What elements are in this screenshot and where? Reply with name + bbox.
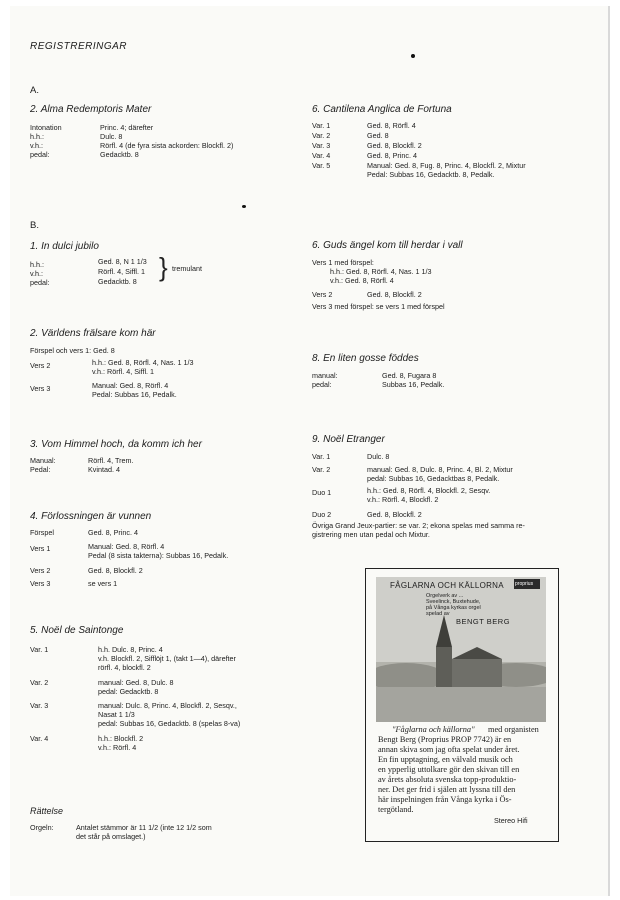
reg-value: Dulc. 8 [367,452,390,461]
reg-value: Rörfl. 4, Trem. [88,456,134,465]
reg-label: v.h.: [30,141,44,150]
cover-title: FÅGLARNA OCH KÄLLORNA [390,581,504,590]
reg-value: Ged. 8, Blockfl. 2 [88,566,143,575]
reg-label: Intonation [30,123,62,132]
reg-label: pedal: [30,150,50,159]
reg-value: Ged. 8 [367,131,389,140]
reg-label: Duo 1 [312,488,332,497]
reg-value: h.h.: Ged. 8, Rörfl. 4, Blockfl. 2, Sesqv. [367,486,491,495]
reg-label: manual: [312,371,338,380]
reg-label: pedal: [312,380,332,389]
reg-label: Vers 1 [30,544,51,553]
cover-subtitle: Orgelverk av ... [426,593,464,599]
reg-label: Var. 1 [30,645,49,654]
piece-title-en-liten: 8. En liten gosse föddes [312,353,419,364]
piece-title-varldens: 2. Världens frälsare kom här [30,328,156,339]
section-b-label: B. [30,220,39,231]
reg-label: h.h.: [30,260,44,269]
reg-value: v.h.: Rörfl. 4, Siffl. 1 [92,367,155,376]
reg-value: se vers 1 [88,579,118,588]
reg-value: Princ. 4; därefter [100,123,154,132]
ink-speck [411,54,415,58]
reg-value: pedal: Gedacktb. 8 [98,687,159,696]
reg-label: Vers 2 [312,290,333,299]
reg-label: Vers 2 [30,361,51,370]
reg-label: Var. 1 [312,121,331,130]
reg-value: Rörfl. 4 (de fyra sista ackorden: Blockfl. 2) [100,141,234,150]
piece-title-forlossningen: 4. Förlossningen är vunnen [30,511,152,522]
brace-glyph: } [159,252,168,282]
reg-note: Övriga Grand Jeux-partier: se var. 2; ekona spelas med samma re- [312,521,525,530]
blurb-line: av årets absoluta svenska topp-produktio- [378,775,517,784]
reg-value: Pedal: Subbas 16, Gedacktb. 8, Pedalk. [367,170,495,179]
reg-value: Vers 3 med förspel: se vers 1 med förspel [312,302,445,311]
reg-label: Förspel [30,528,54,537]
document-page [10,6,610,896]
reg-value: v.h. Blockfl. 2, Sifflöjt 1, (takt 1—4), därefter [98,654,236,663]
reg-value: rörfl. 4, blockfl. 2 [98,663,151,672]
reg-value: h.h.: Ged. 8, Rörfl. 4, Nas. 1 1/3 [330,267,432,276]
reg-value: Manual: Ged. 8, Rörfl. 4 [92,381,169,390]
stereo-label: Stereo Hifi [494,816,528,825]
reg-label: Vers 2 [30,566,51,575]
reg-value: Ged. 8, N 1 1/3 [98,257,147,266]
piece-title-noel-etranger: 9. Noël Etranger [312,434,385,445]
reg-note: gistrering men utan pedal och Mixtur. [312,530,430,539]
blurb-line: en ypperlig uttolkare gör den skivan till en [378,765,520,774]
reg-label: h.h.: [30,132,44,141]
reg-value: Ged. 8, Princ. 4 [367,151,417,160]
reg-value: Ged. 8, Rörfl. 4 [367,121,416,130]
reg-value: Manual: Ged. 8, Rörfl. 4 [88,542,165,551]
cover-label: proprius [515,581,534,587]
piece-title-guds-angel: 6. Guds ängel kom till herdar i vall [312,240,463,251]
reg-value: Dulc. 8 [100,132,123,141]
cover-subtitle: på Vånga kyrkas orgel [426,605,481,611]
reg-label: Var. 5 [312,161,331,170]
reg-label: Var. 3 [30,701,49,710]
section-a-label: A. [30,85,39,96]
blurb-line: tergötland. [378,805,414,814]
correction-line: Antalet stämmor är 11 1/2 (inte 12 1/2 som [76,823,212,832]
blurb-line: En fin upptagning, en välvald musik och [378,755,513,764]
reg-label: Var. 2 [312,131,331,140]
piece-title-vom-himmel: 3. Vom Himmel hoch, da komm ich her [30,439,202,450]
blurb-line: Bengt Berg (Proprius PROP 7742) är en [378,735,512,744]
reg-value: Manual: Ged. 8, Fug. 8, Princ. 4, Blockfl. 2, Mixtur [367,161,526,170]
reg-label: Vers 3 [30,579,51,588]
page-title: REGISTRERINGAR [30,41,128,52]
reg-value: v.h.: Ged. 8, Rörfl. 4 [330,276,394,285]
piece-title-in-dulci: 1. In dulci jubilo [30,241,99,252]
reg-value: pedal: Subbas 16, Gedacktbas 8, Pedalk. [367,474,500,483]
ink-speck [242,205,246,208]
reg-value: v.h.: Rörfl. 4 [98,743,137,752]
reg-value: Pedal: Subbas 16, Pedalk. [92,390,177,399]
reg-value: Ged. 8, Princ. 4 [88,528,138,537]
album-cover [376,577,546,722]
reg-value: Pedal (8 sista takterna): Subbas 16, Pedalk. [88,551,229,560]
reg-label: Pedal: [30,465,51,474]
blurb-line: med organisten [488,725,539,734]
reg-value: Ged. 8, Fugara 8 [382,371,437,380]
reg-label: Manual: [30,456,56,465]
tremulant-note: tremulant [172,264,202,273]
reg-value: Rörfl. 4, Siffl. 1 [98,267,146,276]
reg-value: Nasat 1 1/3 [98,710,135,719]
piece-title-cantilena: 6. Cantilena Anglica de Fortuna [312,104,452,115]
reg-value: Kvintad. 4 [88,465,120,474]
reg-value: Ged. 8, Blockfl. 2 [367,141,422,150]
reg-value: manual: Ged. 8, Dulc. 8, Princ. 4, Bl. 2, Mixtur [367,465,513,474]
reg-value: pedal: Subbas 16, Gedacktb. 8 (spelas 8-va) [98,719,241,728]
reg-value: Ged. 8, Blockfl. 2 [367,290,422,299]
correction-title: Rättelse [30,806,64,816]
reg-value: manual: Ged. 8, Dulc. 8 [98,678,174,687]
reg-value: Gedacktb. 8 [98,277,137,286]
reg-label: v.h.: [30,269,44,278]
correction-line: det står på omslaget.) [76,832,146,841]
reg-intro: Förspel och vers 1: Ged. 8 [30,346,115,355]
reg-label: Var. 1 [312,452,331,461]
piece-title-alma: 2. Alma Redemptoris Mater [30,104,152,115]
cover-subtitle: Sveelinck, Buxtehude, [426,599,481,605]
reg-intro: Vers 1 med förspel: [312,258,374,267]
reg-label: pedal: [30,278,50,287]
cover-subtitle: spelad av [426,611,450,617]
piece-title-noel-saintonge: 5. Noël de Saintonge [30,625,124,636]
reg-label: Var. 4 [30,734,49,743]
correction-label: Orgeln: [30,823,54,832]
reg-value: h.h.: Ged. 8, Rörfl. 4, Nas. 1 1/3 [92,358,194,367]
reg-value: Subbas 16, Pedalk. [382,380,445,389]
blurb-title: "Fåglarna och källorna" [392,725,475,734]
reg-value: manual: Dulc. 8, Princ. 4, Blockfl. 2, Sesqv., [98,701,237,710]
album-clipping [365,568,559,842]
reg-label: Duo 2 [312,510,332,519]
reg-value: h.h. Dulc. 8, Princ. 4 [98,645,163,654]
blurb-line: ner. Det ger frid i själen att lyssna till den [378,785,516,794]
reg-value: v.h.: Rörfl. 4, Blockfl. 2 [367,495,439,504]
reg-label: Var. 2 [312,465,331,474]
cover-artist: BENGT BERG [456,617,511,626]
reg-label: Var. 2 [30,678,49,687]
reg-label: Var. 3 [312,141,331,150]
reg-label: Var. 4 [312,151,331,160]
blurb-line: här inspelningen från Vånga kyrka i Ös- [378,795,512,804]
reg-value: h.h.: Blockfl. 2 [98,734,144,743]
reg-label: Vers 3 [30,384,51,393]
blurb-line: annan skiva som jag ofta spelat under året. [378,745,520,754]
reg-value: Gedacktb. 8 [100,150,139,159]
reg-value: Ged. 8, Blockfl. 2 [367,510,422,519]
